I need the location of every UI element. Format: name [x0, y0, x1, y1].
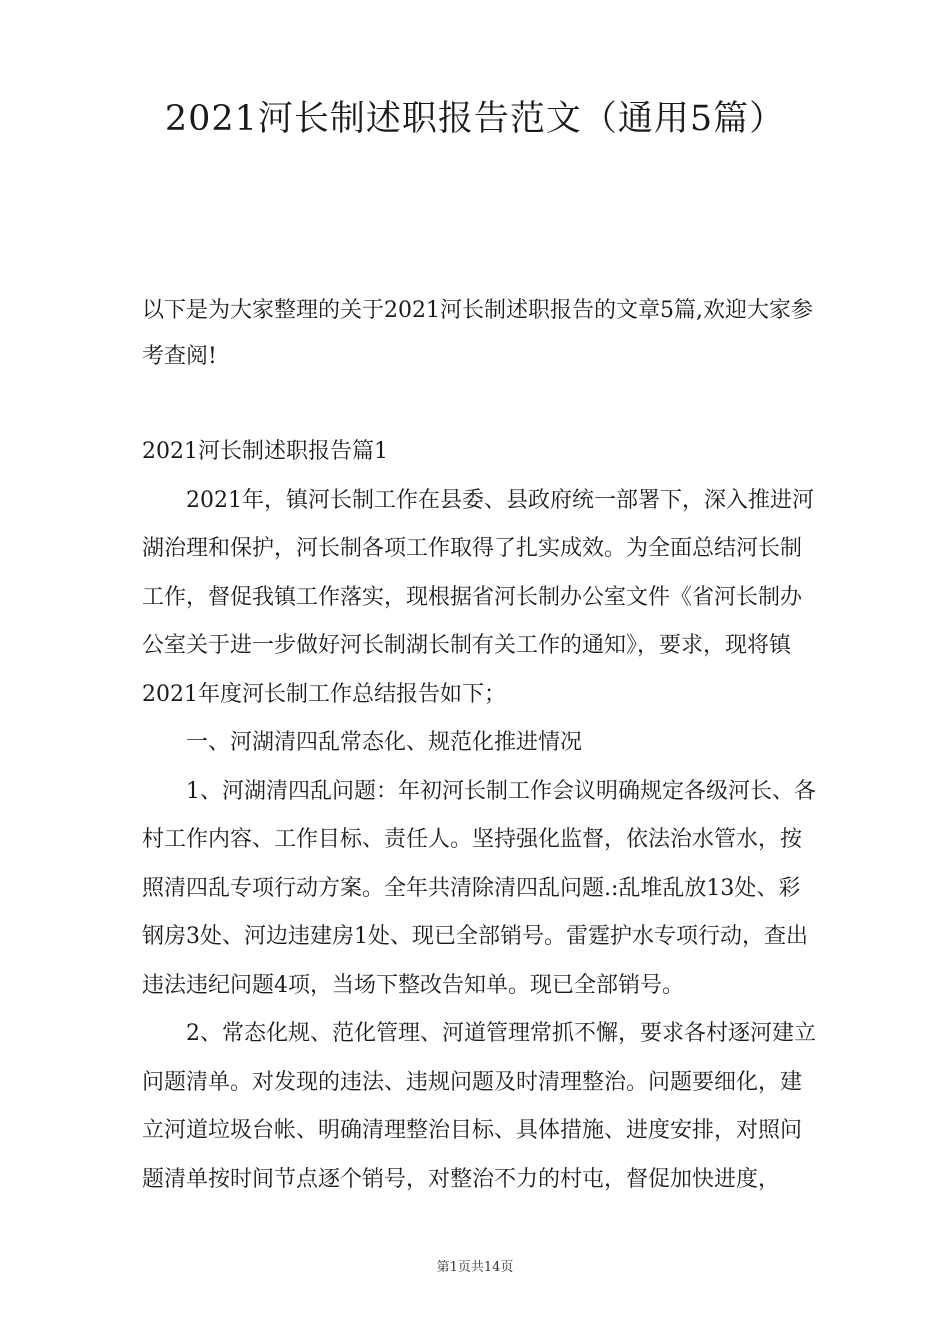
- body-paragraph: 2、常态化规、范化管理、河道管理常抓不懈，要求各村逐河建立问题清单。对发现的违法、违规问题及时清理整治。问题要细化，建立河道垃圾台帐、明确清理整治目标、具体措施、进度安排，对照问题清单按时间节点逐个销号，对整治不力的村屯，督促加快进度，: [142, 1021, 816, 1192]
- body-paragraph: 2021年，镇河长制工作在县委、县政府统一部署下，深入推进河湖治理和保护，河长制各项工作取得了扎实成效。为全面总结河长制工作，督促我镇工作落实，现根据省河长制办公室文件《省河长制办公室关于进一步做好河长制湖长制有关工作的通知》，要求，现将镇2021年度河长制工作总结报告如下；: [142, 487, 814, 707]
- body-paragraph: 1、河湖清四乱问题：年初河长制工作会议明确规定各级河长、各村工作内容、工作目标、责任人。坚持强化监督，依法治水管水，按照清四乱专项行动方案。全年共清除清四乱问题.:乱堆乱放13处、彩钢房3处、河边违建房1处、现已全部销号。雷霆护水专项行动，查出违法违纪问题4项，当场下整改告知单。现已全部销号。: [142, 778, 816, 998]
- document-title: 2021河长制述职报告范文（通用5篇）: [164, 99, 786, 139]
- subsection-heading: 一、河湖清四乱常态化、规范化推进情况: [186, 730, 583, 755]
- page-footer: 第1页共14页: [436, 1260, 514, 1275]
- intro-paragraph: 以下是为大家整理的关于2021河长制述职报告的文章5篇,欢迎大家参考查阅!: [142, 298, 813, 369]
- section-heading: 2021河长制述职报告篇1: [142, 439, 388, 464]
- document-body: [142, 428, 818, 1204]
